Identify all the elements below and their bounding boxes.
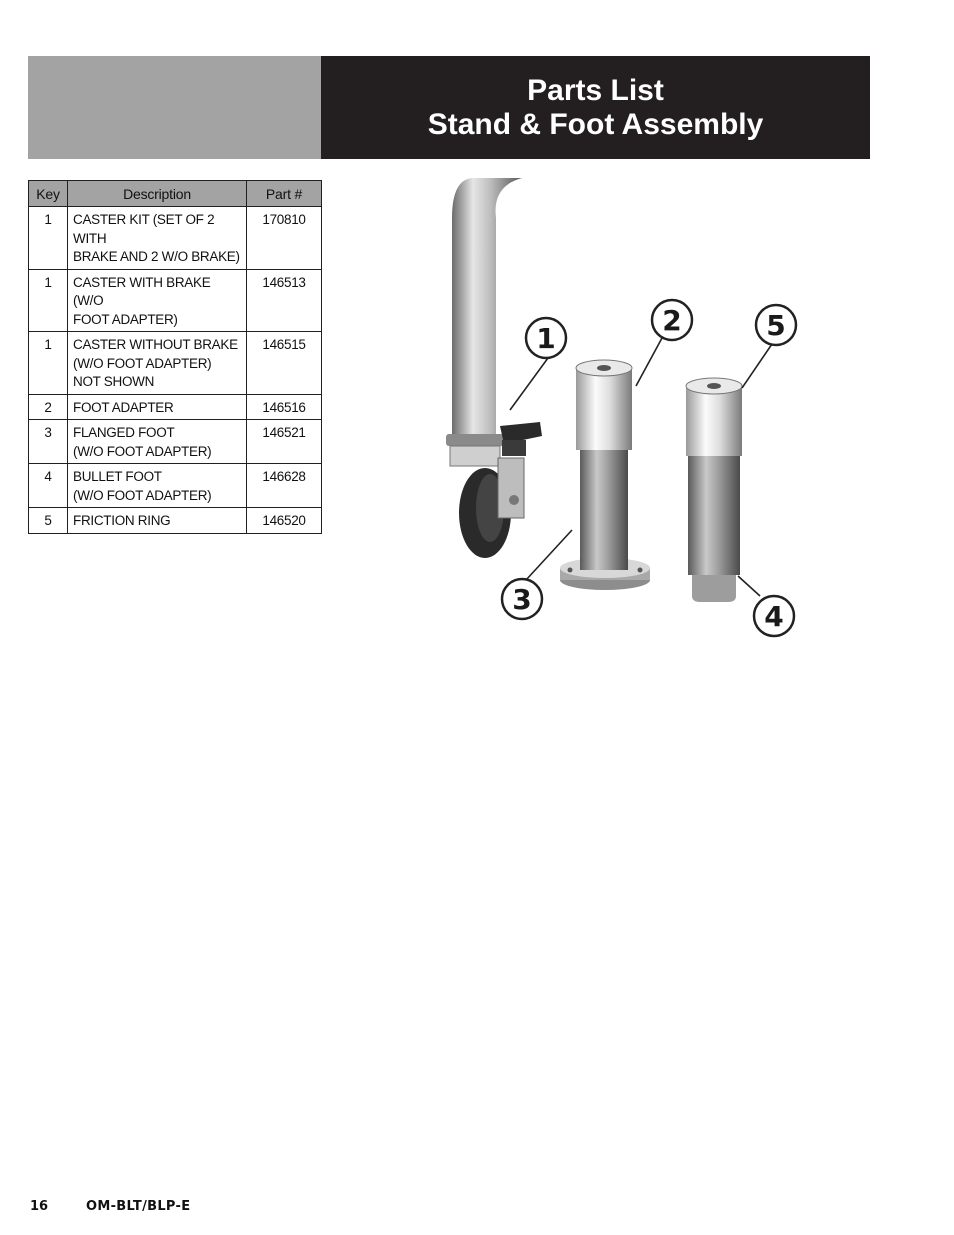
page-title — [321, 56, 870, 159]
callout-1: 1 — [536, 322, 556, 355]
row-key: 2 — [29, 394, 68, 420]
leader-line-4 — [738, 576, 760, 596]
row-part-number: 170810 — [247, 207, 322, 270]
row-description: CASTER KIT (SET OF 2 WITH BRAKE AND 2 W/O BRAKE) — [68, 207, 247, 270]
row-key: 1 — [29, 332, 68, 395]
row-description: FOOT ADAPTER — [68, 394, 247, 420]
row-part-number: 146513 — [247, 269, 322, 332]
col-header-description: Description — [68, 181, 247, 207]
row-key: 1 — [29, 207, 68, 270]
flanged-foot — [560, 360, 650, 590]
table-row — [29, 464, 322, 508]
parts-photo — [430, 178, 810, 648]
callout-2: 2 — [662, 304, 682, 337]
row-key: 1 — [29, 269, 68, 332]
document-code: OM-BLT/BLP-E — [86, 1199, 191, 1214]
title-line-1: Parts List — [527, 73, 664, 107]
title-line-2: Stand & Foot Assembly — [427, 107, 764, 141]
table-row — [29, 269, 322, 332]
header-gray-block — [28, 56, 321, 159]
row-part-number: 146521 — [247, 420, 322, 464]
table-row — [29, 207, 322, 270]
callout-5: 5 — [766, 309, 786, 342]
table-header-row — [29, 181, 322, 207]
caster-assembly — [446, 422, 542, 558]
parts-table — [28, 180, 322, 534]
col-header-part: Part # — [247, 181, 322, 207]
table-row — [29, 394, 322, 420]
row-part-number: 146628 — [247, 464, 322, 508]
leader-line-5 — [742, 344, 772, 388]
row-key: 5 — [29, 508, 68, 534]
col-header-key: Key — [29, 181, 68, 207]
leader-line-2 — [636, 338, 662, 386]
row-part-number: 146515 — [247, 332, 322, 395]
callout-4: 4 — [764, 600, 784, 633]
table-row — [29, 332, 322, 395]
page-number: 16 — [30, 1199, 49, 1214]
row-description: BULLET FOOT (W/O FOOT ADAPTER) — [68, 464, 247, 508]
table-row — [29, 420, 322, 464]
row-key: 4 — [29, 464, 68, 508]
row-description: FLANGED FOOT (W/O FOOT ADAPTER) — [68, 420, 247, 464]
row-part-number: 146520 — [247, 508, 322, 534]
stand-leg-tube — [452, 178, 522, 440]
table-row — [29, 508, 322, 534]
row-part-number: 146516 — [247, 394, 322, 420]
leader-line-1 — [510, 358, 548, 410]
row-description: CASTER WITH BRAKE (W/O FOOT ADAPTER) — [68, 269, 247, 332]
row-description: FRICTION RING — [68, 508, 247, 534]
row-key: 3 — [29, 420, 68, 464]
row-description: CASTER WITHOUT BRAKE (W/O FOOT ADAPTER) NOT SHOWN — [68, 332, 247, 395]
callout-3: 3 — [512, 583, 532, 616]
bullet-foot — [686, 378, 742, 602]
